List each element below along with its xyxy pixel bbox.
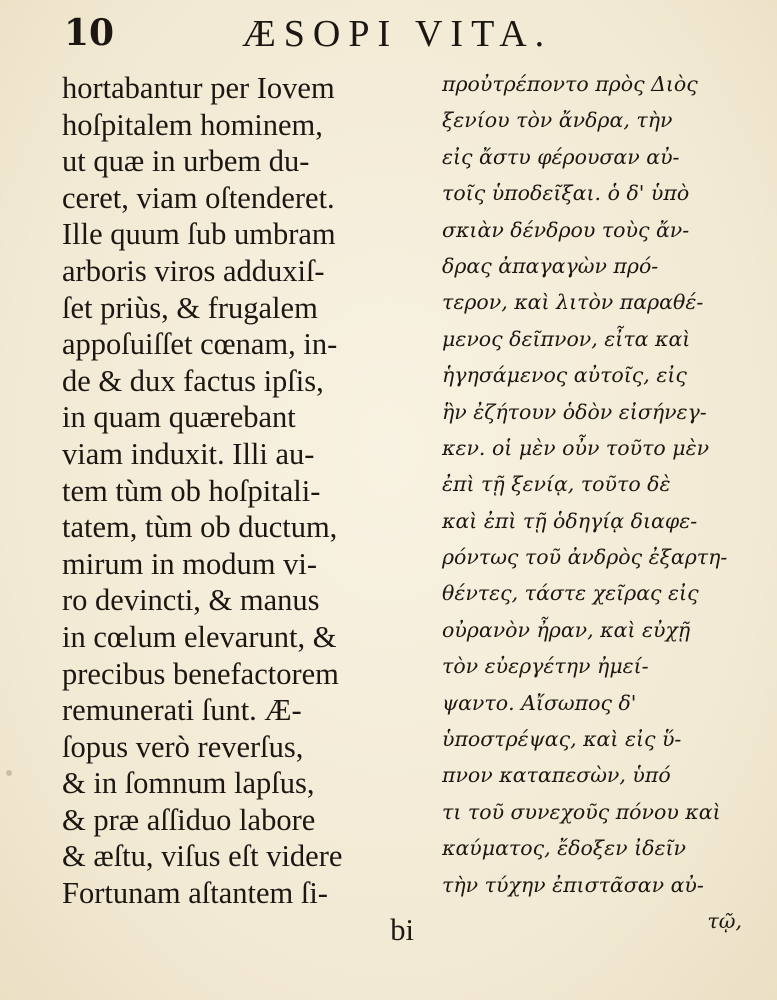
- latin-text-line: & in ſomnum lapſus,: [62, 766, 315, 801]
- latin-text-line: ceret, viam oſtenderet.: [62, 180, 335, 215]
- greek-text-line: ἐπὶ τῇ ξενίᾳ, τοῦτο δὲ: [442, 472, 671, 497]
- latin-text-line: arboris viros adduxiſ-: [62, 253, 325, 288]
- greek-text-line: ξενίου τὸν ἄνδρα, τὴν: [442, 108, 673, 133]
- greek-text-line: οὐρανὸν ἦραν, καὶ εὐχῇ: [442, 617, 691, 642]
- latin-text-line: hoſpitalem hominem,: [62, 107, 323, 142]
- latin-text-line: ſet priùs, & frugalem: [62, 290, 318, 325]
- page-edge-speck: [6, 770, 12, 776]
- greek-text-line: εἰς ἄστυ φέρουσαν αὐ-: [442, 144, 680, 169]
- running-head: ÆSOPI VITA.: [242, 13, 553, 55]
- greek-text-line: τὸν εὐεργέτην ἠμεί-: [442, 654, 649, 679]
- greek-text-line: τοῖς ὑποδεῖξαι. ὁ δ' ὑπὸ: [442, 181, 690, 206]
- greek-text-line: κεν. οἱ μὲν οὖν τοῦτο μὲν: [442, 435, 710, 460]
- greek-text-line: σκιὰν δένδρου τοὺς ἄν-: [442, 217, 690, 242]
- latin-text-line: mirum in modum vi-: [62, 546, 318, 581]
- greek-text-line: ἣν ἐζήτουν ὁδὸν εἰσήνεγ-: [442, 399, 707, 424]
- greek-text-line: τῷ,: [707, 908, 742, 933]
- latin-text-line: bi: [390, 912, 414, 947]
- greek-text-line: ἡγησάμενος αὐτοῖς, εἰς: [442, 363, 687, 388]
- greek-text-line: τὴν τύχην ἐπιστᾶσαν αὐ-: [442, 872, 704, 897]
- latin-text-line: in quam quærebant: [62, 400, 296, 435]
- latin-text-line: ro devincti, & manus: [62, 583, 320, 618]
- latin-text-line: & æſtu, viſus eſt videre: [62, 839, 343, 874]
- latin-text-line: tem tùm ob hoſpitali-: [62, 473, 321, 508]
- latin-text-column: [62, 70, 422, 948]
- latin-text-line: remunerati ſunt. Æ-: [62, 693, 302, 728]
- latin-text-line: precibus benefactorem: [62, 656, 339, 691]
- greek-text-line: ὑποστρέψας, καὶ εἰς ὕ-: [442, 727, 682, 752]
- greek-text-line: ψαντο. Αἴσωπος δ': [442, 690, 637, 715]
- page-header: [58, 8, 618, 56]
- latin-text-line: viam induxit. Illi au-: [62, 436, 315, 471]
- greek-text-column: [442, 66, 762, 939]
- latin-text-line: ſopus verò reverſus,: [62, 729, 304, 764]
- latin-text-line: in cœlum elevarunt, &: [62, 619, 337, 654]
- greek-text-line: δρας ἀπαγαγὼν πρό-: [442, 253, 659, 278]
- latin-text-line: & præ aſſiduo labore: [62, 802, 316, 837]
- greek-text-line: τι τοῦ συνεχοῦς πόνου καὶ: [442, 799, 721, 824]
- latin-text-line: de & dux factus ipſis,: [62, 363, 324, 398]
- greek-text-line: καύματος, ἔδοξεν ἰδεῖν: [442, 836, 686, 861]
- latin-text-line: Ille quum ſub umbram: [62, 217, 336, 252]
- greek-text-line: πνον καταπεσὼν, ὑπό: [442, 763, 671, 788]
- latin-text-line: Fortunam aſtantem ſi-: [62, 876, 328, 911]
- latin-text-line: appoſuiſſet cœnam, in-: [62, 327, 338, 362]
- greek-text-line: μενος δεῖπνον, εἶτα καὶ: [442, 326, 691, 351]
- greek-text-line: προὐτρέποντο πρὸς Διὸς: [442, 72, 698, 96]
- latin-text-line: ut quæ in urbem du-: [62, 144, 310, 179]
- latin-text-line: tatem, tùm ob ductum,: [62, 510, 338, 545]
- page-number: 10: [64, 12, 115, 54]
- greek-text-line: θέντες, τάστε χεῖρας εἰς: [442, 581, 699, 606]
- latin-text-line: hortabantur per Iovem: [62, 71, 335, 105]
- greek-text-line: καὶ ἐπὶ τῇ ὁδηγίᾳ διαφε-: [442, 508, 698, 533]
- greek-text-line: ρόντως τοῦ ἀνδρὸς ἐξαρτη-: [442, 545, 728, 570]
- greek-text-line: τερον, καὶ λιτὸν παραθέ-: [442, 290, 704, 315]
